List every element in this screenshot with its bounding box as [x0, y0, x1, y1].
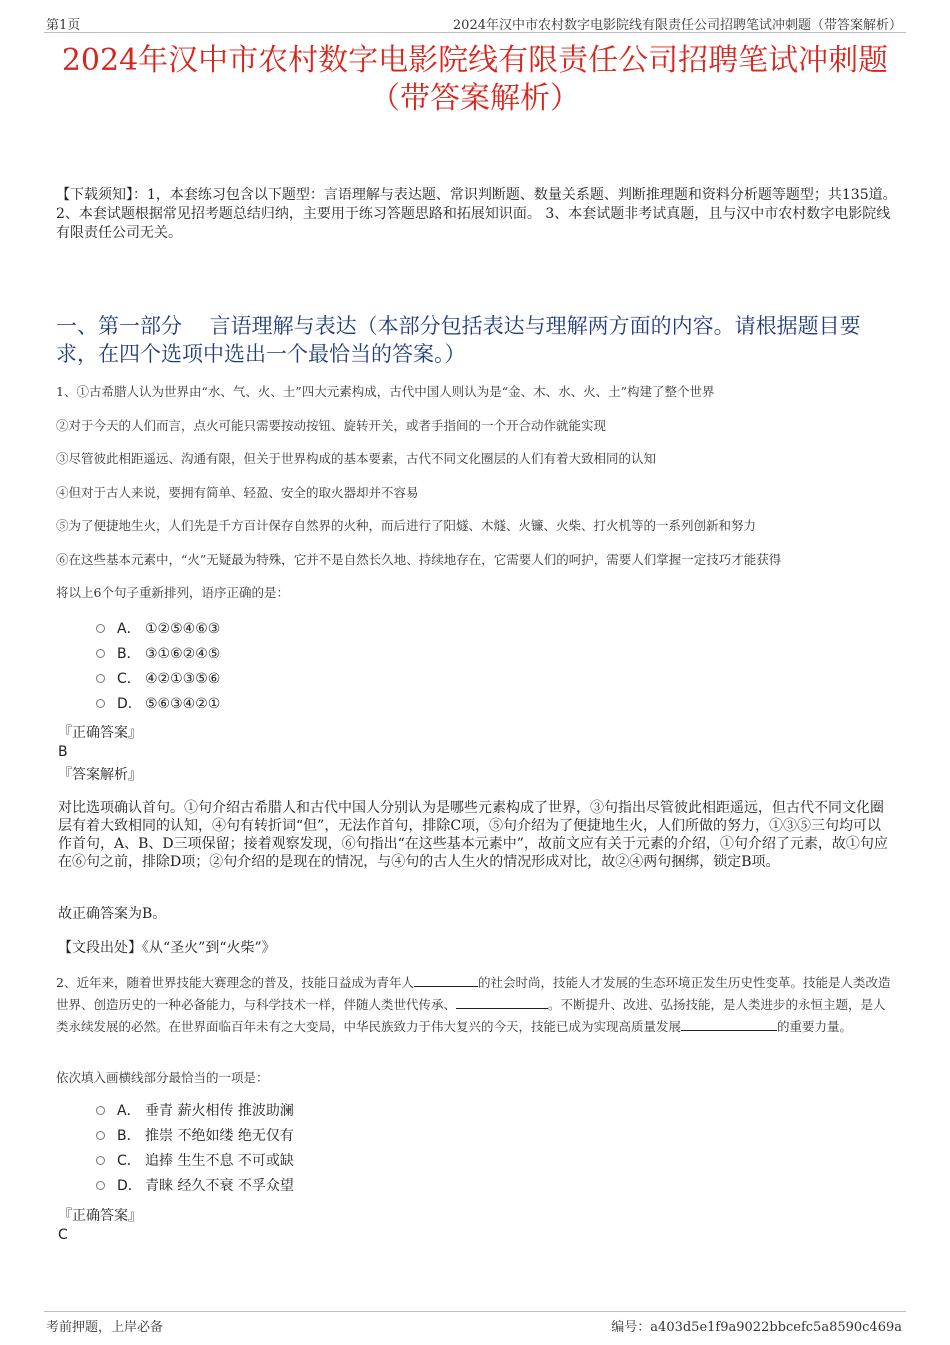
q2-prompt: 依次填入画横线部分最恰当的一项是： [56, 1070, 269, 1085]
q1-option-a[interactable]: A． ①②⑤④⑥③ [96, 617, 220, 642]
q1-sentence-1: 1、①古希腊人认为世界由“水、气、火、土”四大元素构成，古代中国人则认为是“金、木、水、火、土”构建了整个世界 [56, 384, 715, 399]
q1-answer-label: 『正确答案』 [58, 725, 142, 741]
q2-option-c[interactable]: C． 追捧 生生不息 不可或缺 [96, 1149, 294, 1174]
q1-option-b[interactable]: B． ③①⑥②④⑤ [96, 642, 220, 667]
radio-icon[interactable] [96, 699, 105, 708]
radio-icon[interactable] [96, 1131, 105, 1140]
q1-sentence-4: ④但对于古人来说，要拥有简单、轻盈、安全的取火器却并不容易 [56, 485, 419, 500]
q1-options [96, 617, 220, 717]
header-doc-title: 2024年汉中市农村数字电影院线有限责任公司招聘笔试冲刺题（带答案解析） [452, 18, 902, 33]
q1-analysis-label: 『答案解析』 [58, 767, 142, 783]
q1-sentence-5: ⑤为了便捷地生火，人们先是千方百计保存自然界的火种，而后进行了阳燧、木燧、火镰、火柴、打火机等的一系列创新和努力 [56, 518, 757, 533]
radio-icon[interactable] [96, 649, 105, 658]
q2-blank-2 [456, 996, 548, 1009]
q2-answer-label: 『正确答案』 [58, 1208, 142, 1224]
page-footer [44, 1311, 906, 1334]
radio-icon[interactable] [96, 1156, 105, 1165]
page-number: 第1页 [46, 18, 81, 33]
q1-prompt: 将以上6个句子重新排列，语序正确的是： [56, 585, 289, 600]
q1-conclusion: 故正确答案为B。 [58, 906, 167, 922]
document-title-line1: 2024年汉中市农村数字电影院线有限责任公司招聘笔试冲刺题 [61, 43, 889, 78]
radio-icon[interactable] [96, 1106, 105, 1115]
radio-icon[interactable] [96, 624, 105, 633]
document-title-line2: （带答案解析） [370, 81, 580, 116]
q2-blank-1 [414, 974, 478, 987]
radio-icon[interactable] [96, 1181, 105, 1190]
q1-sentence-6: ⑥在这些基本元素中，“火”无疑最为特殊，它并不是自然长久地、持续地存在，它需要人们的呵护，需要人们掌握一定技巧才能获得 [56, 552, 782, 567]
q2-answer-value: C [58, 1227, 68, 1243]
q2-option-b[interactable]: B． 推崇 不绝如缕 绝无仅有 [96, 1124, 294, 1149]
q2-text: 2、近年来，随着世界技能大赛理念的普及，技能日益成为青年人 的社会时尚，技能人才发展的生态环境正发生历史性变革。技能是人类改造世界、创造历史的一种必备能力，与科学技术一样，伴随人类世代传承、 。不断提升、改进、弘扬技能，是人类进步的永恒主题，是人类永续发展的必然。在世界面临百年未有之大变局，中华民族致力于伟大复兴的今天，技能已成为实现高质量发展 的重要力量。 [56, 975, 891, 1034]
q1-option-d[interactable]: D． ⑤⑥③④②① [96, 692, 220, 717]
section-title: 一、第一部分 言语理解与表达（本部分包括表达与理解两方面的内容。请根据题目要求，在四个选项中选出一个最恰当的答案。） [56, 314, 861, 366]
q2-blank-3 [681, 1018, 777, 1031]
q1-option-c[interactable]: C． ④②①③⑤⑥ [96, 667, 220, 692]
footer-doc-id: 编号：a403d5e1f9a9022bbcefc5a8590c469a [611, 1320, 902, 1335]
q1-analysis-text: 对比选项确认首句。①句介绍古希腊人和古代中国人分别认为是哪些元素构成了世界，③句指出尽管彼此相距遥远，但古代不同文化圈层有着大致相同的认知，④句有转折词“但”，无法作首句，排除C项，⑤句介绍为了便捷地生火，人们所做的努力，①③⑤三句均可以作首句，A、B、D三项保留；接着观察发现，⑥句指出“在这些基本元素中”，故前文应有关于元素的介绍，①句介绍了元素，故①句应在⑥句之前，排除D项；②句介绍的是现在的情况，与④句的古人生火的情况形成对比，故②④两句捆绑，锁定B项。 [58, 800, 888, 870]
q1-answer-value: B [58, 744, 68, 760]
radio-icon[interactable] [96, 674, 105, 683]
q2-options [96, 1099, 294, 1199]
document-title [30, 42, 920, 118]
download-notice: 【下载须知】：1，本套练习包含以下题型：言语理解与表达题、常识判断题、数量关系题、判断推理题和资料分析题等题型；共135道。 2、本套试题根据常见招考题总结归纳，主要用于练习答题思路和拓展知识面。 3、本套试题非考试真题，且与汉中市农村数字电影院线有限责任公司无关。 [56, 187, 897, 241]
q1-sentence-2: ②对于今天的人们而言，点火可能只需要按动按钮、旋转开关，或者手指间的一个开合动作就能实现 [56, 418, 607, 433]
q2-option-a[interactable]: A． 垂青 薪火相传 推波助澜 [96, 1099, 294, 1124]
q2-option-d[interactable]: D． 青睐 经久不衰 不孚众望 [96, 1174, 294, 1199]
footer-slogan: 考前押题，上岸必备 [46, 1320, 164, 1335]
q1-source: 【文段出处】《从“圣火”到“火柴”》 [58, 940, 276, 956]
page-header [44, 10, 906, 33]
q1-sentence-3: ③尽管彼此相距遥远、沟通有限，但关于世界构成的基本要素，古代不同文化圈层的人们有着大致相同的认知 [56, 451, 657, 466]
